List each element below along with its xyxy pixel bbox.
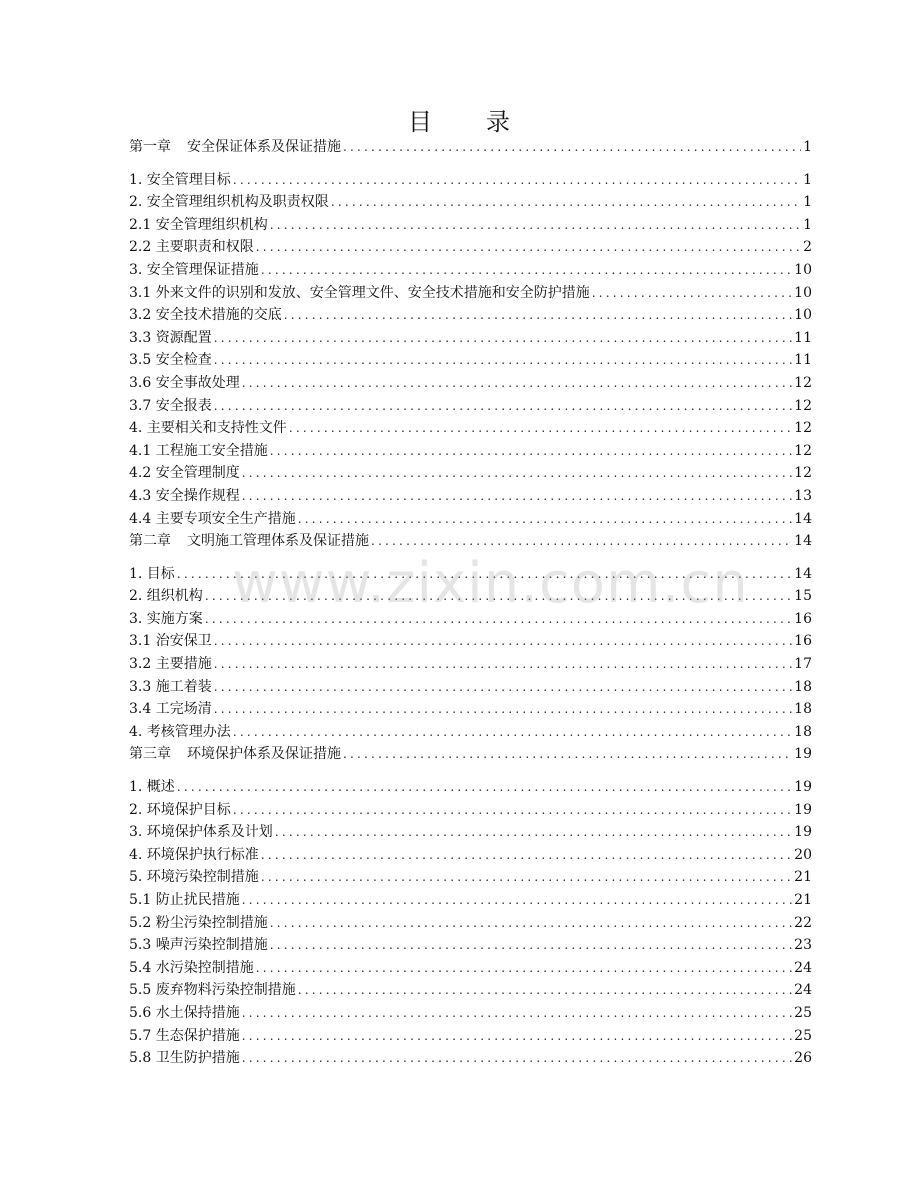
toc-page-number: 16: [794, 610, 812, 627]
dot-leader: [177, 776, 792, 799]
dot-leader: [270, 440, 792, 463]
toc-entry-label: 3.1 治安保卫: [129, 633, 212, 650]
toc-entry[interactable]: [129, 653, 812, 676]
toc-page-number: 26: [794, 1050, 812, 1067]
toc-page-number: 22: [794, 914, 812, 931]
toc-page-number: 1: [803, 171, 812, 188]
toc-entry[interactable]: [129, 979, 812, 1002]
dot-leader: [214, 395, 792, 418]
toc-entry[interactable]: [129, 327, 812, 350]
toc-entry-label: 4. 考核管理办法: [129, 723, 231, 740]
toc-entry-label: [129, 530, 369, 553]
toc-page-number: 19: [794, 801, 812, 818]
dot-leader: [261, 866, 792, 889]
dot-leader: [284, 304, 792, 327]
toc-page-number: 12: [794, 397, 812, 414]
dot-leader: [214, 698, 792, 721]
toc-page-number: 12: [794, 420, 812, 437]
dot-leader: [233, 721, 792, 744]
toc-entry-label: 2.2 主要职责和权限: [129, 239, 254, 256]
toc-page-number: 24: [794, 982, 812, 999]
toc-entry-label: 2. 环境保护目标: [129, 801, 231, 818]
toc-page-number: 11: [794, 352, 812, 369]
toc-entry-label: 3.1 外来文件的识别和发放、安全管理文件、安全技术措施和安全防护措施: [129, 284, 590, 301]
toc-page-number: 12: [794, 465, 812, 482]
toc-entry-label: 3.7 安全报表: [129, 397, 212, 414]
toc-entry-label: 4. 主要相关和支持性文件: [129, 420, 287, 437]
toc-entry-label: 3. 安全管理保证措施: [129, 261, 259, 278]
toc-page-number: 25: [794, 1027, 812, 1044]
toc-entry-label: 3.4 工完场清: [129, 701, 212, 718]
toc-page-number: 12: [794, 442, 812, 459]
toc-page-number: 18: [794, 701, 812, 718]
toc-entry[interactable]: [129, 698, 812, 721]
dot-leader: [205, 608, 792, 631]
toc-entry[interactable]: [129, 563, 812, 586]
toc-entry[interactable]: [129, 1025, 812, 1048]
toc-entry-label: 3.3 资源配置: [129, 329, 212, 346]
toc-entry-label: 3.3 施工着装: [129, 678, 212, 695]
toc-entry-label: 3.2 安全技术措施的交底: [129, 307, 282, 324]
toc-page-number: 14: [794, 533, 812, 550]
toc-entry-label: 1. 安全管理目标: [129, 171, 231, 188]
toc-entry[interactable]: [129, 304, 812, 327]
toc-entry-label: 2. 组织机构: [129, 588, 203, 605]
toc-entry[interactable]: [129, 934, 812, 957]
toc-entry[interactable]: [129, 236, 812, 259]
toc-entry[interactable]: [129, 395, 812, 418]
dot-leader: [242, 462, 792, 485]
dot-leader: [214, 676, 792, 699]
dot-leader: [242, 1025, 792, 1048]
dot-leader: [275, 821, 792, 844]
table-of-contents: [129, 136, 812, 1070]
toc-title-char-1: 目: [408, 108, 434, 136]
toc-entry[interactable]: [129, 372, 812, 395]
toc-entry-label: 4.3 安全操作规程: [129, 487, 240, 504]
toc-entry-label: 4.2 安全管理制度: [129, 465, 240, 482]
chapter-number: 第二章: [129, 533, 171, 550]
dot-leader: [592, 282, 792, 305]
dot-leader: [256, 236, 801, 259]
toc-entry-label: 4.4 主要专项安全生产措施: [129, 510, 296, 527]
dot-leader: [289, 417, 792, 440]
toc-page-number: 25: [794, 1004, 812, 1021]
toc-page-number: 23: [794, 937, 812, 954]
dot-leader: [242, 485, 792, 508]
toc-entry-label: 1. 目标: [129, 565, 175, 582]
toc-entry[interactable]: [129, 259, 812, 282]
toc-entry-label: 5. 环境污染控制措施: [129, 869, 259, 886]
toc-entry[interactable]: [129, 957, 812, 980]
dot-leader: [233, 169, 801, 192]
watermark: www.zixin.com.cn: [232, 551, 749, 616]
toc-page-number: 11: [794, 329, 812, 346]
toc-page-number: 20: [794, 846, 812, 863]
toc-entry[interactable]: [129, 214, 812, 237]
toc-page-number: 17: [794, 656, 812, 673]
dot-leader: [242, 1047, 792, 1070]
toc-entry-label: 3. 环境保护体系及计划: [129, 824, 273, 841]
toc-entry[interactable]: [129, 912, 812, 935]
toc-page-number: 19: [794, 824, 812, 841]
chapter-title: 文明施工管理体系及保证措施: [187, 533, 369, 550]
dot-leader: [242, 372, 792, 395]
toc-entry-label: 3. 实施方案: [129, 610, 203, 627]
toc-entry-label: 4.1 工程施工安全措施: [129, 442, 268, 459]
toc-page-number: 13: [794, 487, 812, 504]
toc-entry[interactable]: [129, 585, 812, 608]
toc-chapter-entry[interactable]: [129, 743, 812, 766]
toc-entry[interactable]: [129, 1002, 812, 1025]
toc-entry-label: 2. 安全管理组织机构及职责权限: [129, 194, 329, 211]
toc-entry[interactable]: [129, 776, 812, 799]
toc-entry-label: 2.1 安全管理组织机构: [129, 216, 268, 233]
dot-leader: [343, 743, 792, 766]
toc-entry-label: 5.3 噪声污染控制措施: [129, 937, 268, 954]
toc-page-number: 14: [794, 565, 812, 582]
chapter-number: 第一章: [129, 139, 171, 155]
toc-page-number: 15: [794, 588, 812, 605]
toc-entry[interactable]: [129, 440, 812, 463]
dot-leader: [298, 979, 792, 1002]
toc-entry[interactable]: [129, 508, 812, 531]
toc-title-char-2: 录: [486, 108, 512, 136]
toc-entry[interactable]: [129, 866, 812, 889]
dot-leader: [343, 136, 801, 159]
toc-entry-label: 5.8 卫生防护措施: [129, 1050, 240, 1067]
toc-entry[interactable]: [129, 282, 812, 305]
toc-entry-label: 3.5 安全检查: [129, 352, 212, 369]
toc-page-number: 19: [794, 746, 812, 763]
toc-page-number: 14: [794, 510, 812, 527]
toc-entry[interactable]: [129, 169, 812, 192]
toc-entry-label: 3.6 安全事故处理: [129, 374, 240, 391]
toc-entry[interactable]: [129, 1047, 812, 1070]
dot-leader: [270, 934, 792, 957]
toc-entry[interactable]: [129, 721, 812, 744]
toc-page-number: 19: [794, 779, 812, 796]
dot-leader: [256, 957, 792, 980]
toc-entry-label: [129, 743, 341, 766]
dot-leader: [242, 1002, 792, 1025]
toc-page-number: 10: [794, 307, 812, 324]
toc-entry[interactable]: [129, 799, 812, 822]
dot-leader: [371, 530, 792, 553]
dot-leader: [214, 327, 792, 350]
toc-entry[interactable]: [129, 889, 812, 912]
toc-entry[interactable]: [129, 417, 812, 440]
toc-entry-label: 5.5 废弃物料污染控制措施: [129, 982, 296, 999]
toc-entry[interactable]: [129, 462, 812, 485]
dot-leader: [214, 653, 792, 676]
toc-entry-label: 1. 概述: [129, 779, 175, 796]
toc-page-number: 21: [794, 892, 812, 908]
toc-entry[interactable]: [129, 676, 812, 699]
toc-page-number: 18: [794, 723, 812, 740]
toc-entry-label: 5.4 水污染控制措施: [129, 959, 254, 976]
toc-page-number: 2: [803, 239, 812, 256]
toc-chapter-entry[interactable]: [129, 136, 812, 159]
dot-leader: [205, 585, 792, 608]
toc-entry[interactable]: [129, 821, 812, 844]
dot-leader: [214, 630, 792, 653]
toc-title: [0, 104, 920, 140]
toc-entry[interactable]: [129, 608, 812, 631]
dot-leader: [331, 191, 801, 214]
toc-page-number: 12: [794, 374, 812, 391]
toc-entry[interactable]: [129, 191, 812, 214]
toc-page-number: 1: [803, 216, 812, 233]
dot-leader: [270, 214, 801, 237]
toc-chapter-entry[interactable]: [129, 530, 812, 553]
toc-entry-label: 5.6 水土保持措施: [129, 1004, 240, 1021]
dot-leader: [261, 844, 792, 867]
toc-page-number: 10: [794, 261, 812, 278]
toc-page-number: 1: [803, 139, 812, 155]
chapter-title: 安全保证体系及保证措施: [187, 139, 341, 155]
toc-entry-label: 3.2 主要措施: [129, 656, 212, 673]
toc-entry[interactable]: [129, 844, 812, 867]
dot-leader: [261, 259, 792, 282]
toc-page-number: 16: [794, 633, 812, 650]
toc-page-number: 18: [794, 678, 812, 695]
dot-leader: [242, 889, 792, 912]
dot-leader: [233, 799, 792, 822]
toc-page-number: 1: [803, 194, 812, 211]
toc-entry[interactable]: [129, 349, 812, 372]
dot-leader: [177, 563, 792, 586]
toc-entry-label: 5.7 生态保护措施: [129, 1027, 240, 1044]
chapter-number: 第三章: [129, 746, 171, 763]
toc-entry-label: 5.1 防止扰民措施: [129, 892, 240, 908]
toc-page-number: 10: [794, 284, 812, 301]
toc-entry-label: [129, 136, 341, 159]
toc-entry[interactable]: [129, 630, 812, 653]
toc-page-number: 21: [794, 869, 812, 886]
toc-entry-label: 4. 环境保护执行标准: [129, 846, 259, 863]
dot-leader: [270, 912, 792, 935]
toc-page-number: 24: [794, 959, 812, 976]
dot-leader: [214, 349, 792, 372]
toc-entry[interactable]: [129, 485, 812, 508]
chapter-title: 环境保护体系及保证措施: [187, 746, 341, 763]
toc-entry-label: 5.2 粉尘污染控制措施: [129, 914, 268, 931]
dot-leader: [298, 508, 792, 531]
